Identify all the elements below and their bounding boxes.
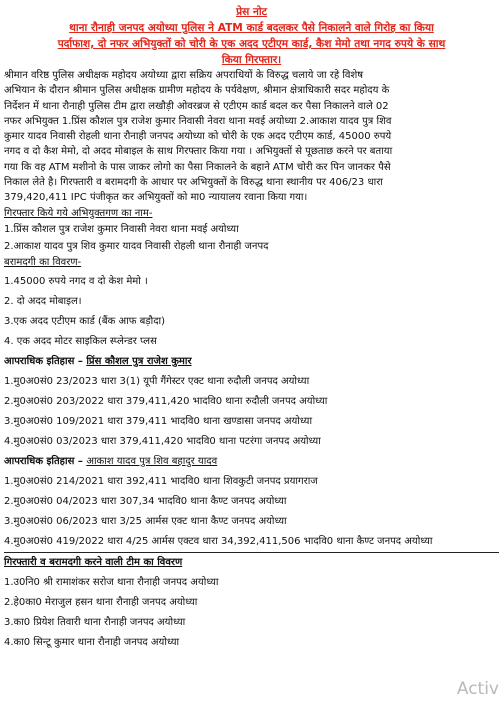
history-item: 4.मु0अ0सं0 03/2023 धारा 379,411,420 भादवि0 थाना पटरंगा जनपद अयोध्या: [4, 435, 321, 447]
recovery-item: 1.45000 रुपये नगद व दो केश मेमो ।: [4, 275, 148, 287]
recovery-item: 4. एक अदद मोटर साइकिल स्प्लेन्डर प्लस: [4, 335, 157, 347]
team-item: 3.का0 प्रियेश तिवारी थाना रौनाही जनपद अयोध्या: [4, 616, 186, 628]
arrested-item: 2.आकाश यादव पुत्र शिव कुमार यादव निवासी रोहली थाना रौनाही जनपद: [4, 240, 269, 252]
press-note-title: [4, 4, 499, 68]
history-item: 1.मु0अ0सं0 214/2021 धारा 392,411 भादवि0 थाना शिवकुटी जनपद प्रयागराज: [4, 475, 318, 487]
criminal-history-1: [4, 352, 499, 452]
body-line: 379,420,411 IPC पंजीकृत कर अभियुक्तों को मा0 न्यायालय रवाना किया गया।: [4, 192, 308, 204]
history-heading: [4, 452, 499, 472]
team-item: 2.हे0का0 मेराजुल हसन थाना रौनाही जनपद अयोध्या: [4, 596, 198, 608]
history-item: 3.मु0अ0सं0 109/2021 धारा 379,411 भादवि0 थाना खण्डासा जनपद अयोध्या: [4, 415, 313, 427]
history-item: 1.मु0अ0सं0 23/2023 धारा 3(1) यूपी गैंगेस्टर एक्ट थाना रुदौली जनपद अयोध्या: [4, 375, 310, 387]
recovery-heading: बरामदगी का विवरण-: [4, 257, 82, 269]
team-item: 4.का0 सिन्टू कुमार थाना रौनाही जनपद अयोध्या: [4, 636, 180, 648]
body-line: कुमार यादव निवासी रोहली थाना रौनाही जनपद अयोध्या को चोरी के एक अदद एटीएम कार्ड, 45000 रुपये: [4, 131, 392, 143]
history-heading-prefix: आपराधिक इतिहास –: [4, 455, 87, 467]
recovery-item: 2. दो अदद मोबाइल।: [4, 295, 82, 307]
arrested-item: 1.प्रिंस कौशल पुत्र राजेश कुमार निवासी नेवरा थाना मवई अयोध्या: [4, 224, 239, 236]
body-line: गया कि वह ATM मशीनो के पास जाकर लोगो का पैसा निकालने के बहाने ATM चोरी कर पिन जानकर पैसे: [4, 161, 391, 173]
history-heading: [4, 352, 499, 372]
press-note-document: [4, 4, 499, 653]
body-paragraph: [4, 68, 499, 206]
title-line-1: प्रेस नोट: [236, 6, 267, 18]
body-line: नगद व दो कैश मेमो, दो अदद मोबाइल के साथ गिरफ्तार किया गया । अभियुक्तों से पूछताछ करने पर बताया: [4, 146, 393, 158]
body-line: नफर अभियुक्त 1.प्रिंस कौशल पुत्र राजेश कुमार निवासी नेवरा थाना मवई अयोध्या 2.आकाश यादव पुत्र शिव: [4, 115, 392, 127]
team-section: [4, 553, 499, 653]
body-line: श्रीमान वरिष्ठ पुलिस अधीक्षक महोदय अयोध्या द्वारा सक्रिय अपराधियों के विरुद्ध चलाये जा रहे विशेष: [4, 70, 364, 81]
body-line: निकाल लेते है। गिरफ्तारी व बरामदगी के आधार पर अभियुक्तों के विरुद्ध थाना स्थानीय पर 406/23 धारा: [4, 177, 383, 189]
activation-watermark: Activ: [456, 679, 499, 699]
history-item: 4.मु0अ0सं0 419/2022 धारा 4/25 आर्मस एक्टव धारा 34,392,411,506 भादवि0 थाना कैण्ट जनपद अयोध्या: [4, 535, 433, 547]
history-item: 3.मु0अ0सं0 06/2023 धारा 3/25 आर्मस एक्ट थाना कैण्ट जनपद अयोध्या: [4, 515, 287, 527]
body-line: निर्देशन में थाना रौनाही पुलिस टीम द्वारा लखौड़ी ओवरब्रज से एटीएम कार्ड बदल कर पैसा निकालने वाले 02: [4, 100, 389, 112]
history-heading-prefix: आपराधिक इतिहास –: [4, 355, 87, 367]
recovery-section: [4, 255, 499, 352]
arrested-section: [4, 206, 499, 256]
title-line-2: थाना रौनाही जनपद अयोध्या पुलिस ने ATM कार्ड बदलकर पैसे निकालने वाले गिरोह का किया: [69, 22, 434, 34]
body-line: अभियान के दौरान श्रीमान पुलिस अधीक्षक ग्रामीण महोदय के पर्यवेक्षण, श्रीमान क्षेत्राधिकारी सदर महोदय के: [4, 85, 390, 97]
team-item: 1.उ0नि0 श्री रामाशंकर सरोज थाना रौनाही जनपद अयोध्या: [4, 576, 219, 588]
team-heading: गिरफ्तारी व बरामदगी करने वाली टीम का विवरण: [4, 556, 183, 568]
history-heading-name: प्रिंस कौशल पुत्र राजेश कुमार: [86, 355, 192, 367]
recovery-item: 3.एक अदद एटीएम कार्ड (बैंक आफ बड़ौदा): [4, 315, 166, 327]
title-line-3: पर्दाफाश, दो नफर अभियुक्तों को चोरी के एक अदद एटीएम कार्ड, कैश मेमो तथा नगद रुपये के साथ: [57, 38, 446, 50]
criminal-history-2: [4, 452, 499, 552]
history-heading-name: आकाश यादव पुत्र शिव बहादुर यादव: [86, 455, 218, 467]
history-item: 2.मु0अ0सं0 203/2022 धारा 379,411,420 भादवि0 थाना रुदौली जनपद अयोध्या: [4, 395, 328, 407]
arrested-heading: गिरफ्तार किये गये अभियुक्तगण का नाम-: [4, 207, 153, 219]
history-item: 2.मु0अ0सं0 04/2023 धारा 307,34 भादवि0 थाना कैण्ट जनपद अयोध्या: [4, 495, 287, 507]
title-line-4: किया गिरफ्तार।: [221, 54, 282, 66]
